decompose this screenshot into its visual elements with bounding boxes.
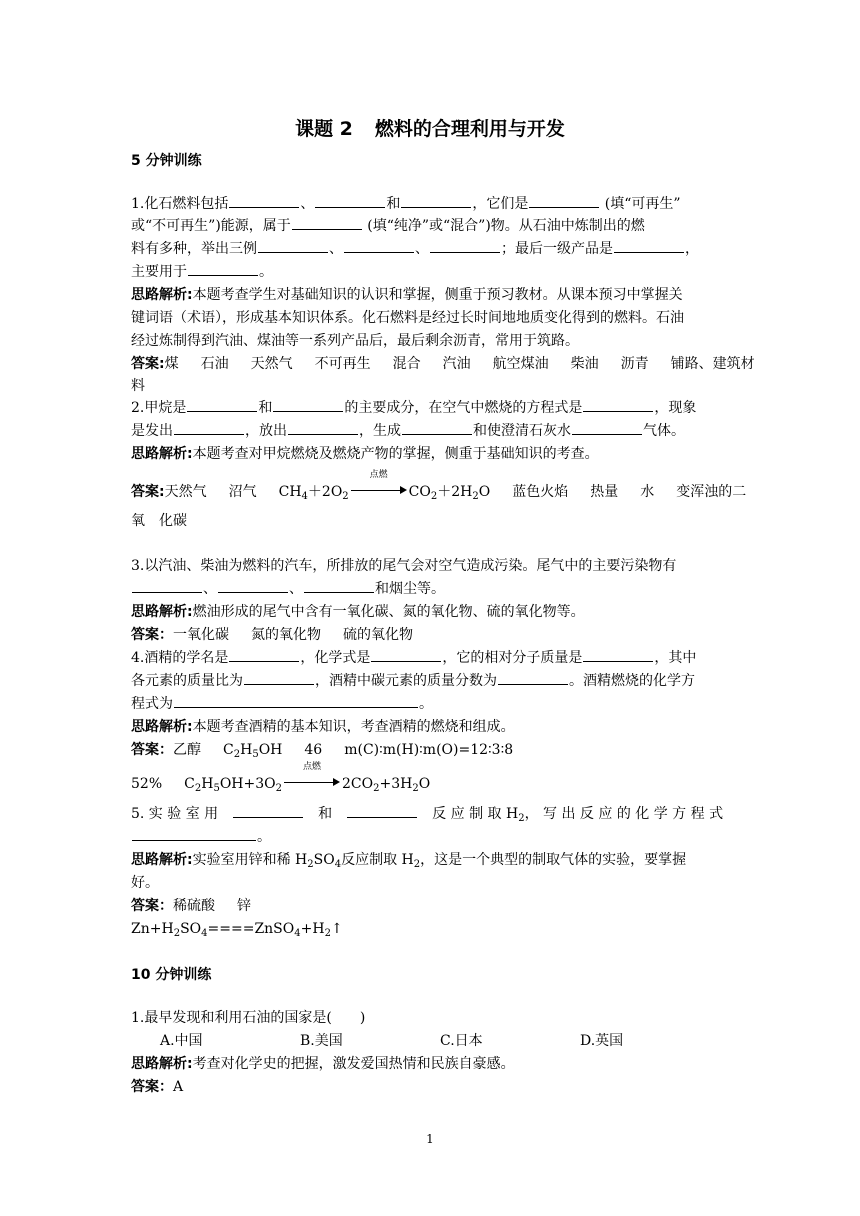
text-span: 热量 [590, 484, 619, 500]
fill-in-blank [188, 261, 258, 276]
text-span: 煤 [164, 356, 179, 372]
text-span: 沼气 [228, 484, 257, 500]
text-span: 考查对化学史的把握，激发爱国热情和民族自豪感。 [192, 1056, 515, 1072]
text-span: 是发出 [131, 423, 173, 439]
text-span: 气体。 [643, 423, 685, 439]
text-span: A [173, 1079, 184, 1095]
text-span: 。 [257, 829, 271, 845]
text-span: 思路解析: [131, 852, 193, 868]
text-span: +3H [379, 776, 413, 792]
text-span: 思路解析: [131, 287, 193, 303]
text-span: 各元素的质量比为 [131, 673, 243, 689]
text-span: 5 [252, 749, 259, 760]
q6-answer [131, 1076, 731, 1098]
text-span: 4 [294, 928, 301, 939]
fill-in-blank [244, 670, 314, 685]
text-span: 2 [275, 783, 282, 794]
text-span: 2 [194, 783, 202, 794]
fill-in-blank [218, 578, 288, 593]
q1-line-4 [131, 261, 731, 283]
q1-line-1 [131, 193, 731, 215]
q4-answer [131, 739, 731, 761]
text-span: OH [258, 742, 283, 758]
text-span: SO [313, 852, 335, 868]
fill-in-blank [187, 397, 257, 412]
q4-line-2 [131, 670, 731, 692]
spacer [351, 490, 401, 491]
fill-in-blank [132, 826, 256, 841]
text-span: 程式为 [131, 696, 173, 712]
fill-in-blank [344, 238, 414, 253]
text-span: 燃油形成的尾气中含有一氧化碳、氮的氧化物、硫的氧化物等。 [192, 604, 585, 620]
q6-options [160, 1030, 760, 1052]
q1-answer [131, 353, 755, 375]
text-span: 和 [386, 196, 401, 212]
text-span: 汽油 [442, 356, 471, 372]
text-span: Zn+H [131, 921, 174, 937]
text-span: ，这是一个典型的制取气体的实验，要掌握 [420, 852, 687, 868]
text-span: 。酒精燃烧的化学方 [569, 673, 695, 689]
q1-line-3 [131, 238, 731, 260]
text-span: 铺路、建筑材 [670, 356, 755, 372]
fill-in-blank [292, 215, 362, 230]
q5-equation [131, 918, 731, 940]
text-span: 答案: [131, 356, 165, 372]
q1-analysis-2: 键词语（术语），形成基本知识体系。化石燃料是经过长时间地地质变化得到的燃料。石油 [131, 310, 684, 326]
text-span: 乙醇 [173, 742, 201, 758]
text-span: 稀硫酸 [173, 898, 215, 914]
text-span: ＋2O [307, 484, 343, 500]
text-span: H [240, 742, 253, 758]
text-span: 本题考查对甲烷燃烧及燃烧产物的掌握，侧重于基础知识的考查。 [192, 446, 599, 462]
text-span: 点燃 [302, 762, 321, 772]
q1-analysis-3: 经过炼制得到汽油、煤油等一系列产品后，最后剩余沥青，常用于筑路。 [131, 333, 579, 349]
text-span: 点燃 [369, 470, 388, 480]
text-span: 思路解析: [131, 719, 193, 735]
text-span: 2.甲烷是 [131, 400, 187, 416]
title-sub: 燃料的合理利用与开发 [374, 118, 565, 140]
text-span: 混合 [392, 356, 421, 372]
text-span: 或“不可再生”)能源，属于 [131, 218, 291, 234]
text-span: 5. 实 验 室 用 [131, 806, 219, 822]
text-span: 柴油 [570, 356, 599, 372]
text-span: 思路解析: [131, 1056, 193, 1072]
text-span: m(C)∶m(H)∶m(O)=12∶3∶8 [344, 742, 514, 758]
fill-in-blank [498, 670, 568, 685]
text-span: 反 应 制 取 H [432, 806, 519, 822]
fill-in-blank [371, 647, 441, 662]
q3-line-2 [131, 578, 731, 600]
fill-in-blank [174, 693, 418, 708]
text-span: 。 [419, 696, 433, 712]
q2-line-1 [131, 397, 731, 419]
q2-analysis [131, 443, 731, 465]
text-span: ，放出 [245, 423, 287, 439]
text-span: 一氧化碳 [173, 627, 229, 643]
text-span: 2 [233, 749, 241, 760]
q5-analysis [131, 849, 731, 871]
fill-in-blank [233, 803, 303, 818]
text-span: +H [300, 921, 325, 937]
text-span: 主要用于 [131, 264, 187, 280]
q4-analysis [131, 716, 731, 738]
text-span: (填“纯净”或“混合”)物。从石油中炼制出的燃 [362, 218, 645, 234]
text-span: 2 [342, 491, 349, 502]
text-span: 的主要成分，在空气中燃烧的方程式是 [344, 400, 583, 416]
fill-in-blank [347, 803, 417, 818]
option-a: A.中国 [160, 1033, 203, 1049]
q2-answer-cont: 氧 化碳 [131, 513, 187, 529]
text-span: ，现象 [654, 400, 697, 416]
fill-in-blank [229, 193, 299, 208]
text-span: 2 [173, 928, 181, 939]
fill-in-blank [529, 193, 599, 208]
text-span: 本题考查酒精的基本知识，考查酒精的燃烧和组成。 [192, 719, 515, 735]
text-span: H [201, 776, 214, 792]
q4-line-3 [131, 693, 731, 715]
text-span: 思路解析: [131, 446, 193, 462]
title-main: 课题 2 [295, 118, 353, 140]
text-span: 2CO [342, 776, 374, 792]
text-span: ，生成 [359, 423, 401, 439]
text-span: 、 [300, 196, 315, 212]
text-span: 水 [640, 484, 655, 500]
text-span: ====ZnSO [207, 921, 295, 937]
text-span: ， [685, 241, 699, 257]
text-span: 5 [213, 783, 220, 794]
text-span: 52% [131, 776, 163, 792]
text-span: 和使澄清石灰水 [473, 423, 571, 439]
text-span: 2 [412, 783, 419, 794]
text-span: ，它的相对分子质量是 [442, 650, 583, 666]
text-span: 反应制取 H [341, 852, 414, 868]
text-span: C [184, 776, 195, 792]
text-span: 料有多种，举出三例 [131, 241, 257, 257]
text-span: ↑ [330, 921, 343, 937]
text-span: 、 [289, 581, 303, 597]
option-d: D.英国 [580, 1033, 624, 1049]
fill-in-blank [258, 238, 328, 253]
q6-analysis [131, 1053, 731, 1075]
text-span: O [478, 484, 491, 500]
text-span: ， 写 出 反 应 的 化 学 方 程 式 [524, 806, 724, 822]
option-b: B.美国 [300, 1033, 343, 1049]
text-span: ，其中 [654, 650, 697, 666]
text-span: O [418, 776, 431, 792]
text-span: 和 [258, 400, 273, 416]
text-span: 2 [324, 928, 331, 939]
fill-in-blank [315, 193, 385, 208]
text-span: ，它们是 [472, 196, 529, 212]
text-span: 1.化石燃料包括 [131, 196, 229, 212]
text-span: 2 [518, 813, 525, 824]
q5-line-2 [131, 826, 731, 848]
text-span: 。 [259, 264, 273, 280]
text-span: ，酒精中碳元素的质量分数为 [315, 673, 497, 689]
text-span: 航空煤油 [492, 356, 549, 372]
option-c: C.日本 [440, 1033, 483, 1049]
q2-answer [131, 470, 747, 503]
fill-in-blank [132, 578, 202, 593]
fill-in-blank [288, 420, 358, 435]
text-span: 天然气 [250, 356, 293, 372]
text-span: 4 [201, 928, 208, 939]
reaction-arrow [284, 762, 340, 788]
text-span: 2 [373, 783, 380, 794]
fill-in-blank [583, 397, 653, 412]
q3-answer [131, 624, 731, 646]
text-span: 答案： [131, 627, 173, 643]
text-span: 、 [203, 581, 217, 597]
fill-in-blank [273, 397, 343, 412]
spacer [400, 486, 407, 494]
q4-line-1 [131, 647, 731, 669]
text-span: 天然气 [164, 484, 207, 500]
spacer [333, 778, 340, 786]
text-span: 2 [472, 491, 479, 502]
text-span: SO [180, 921, 202, 937]
text-span: 答案： [131, 742, 173, 758]
text-span: 蓝色火焰 [512, 484, 569, 500]
text-span: ，化学式是 [300, 650, 371, 666]
page-number: 1 [426, 1132, 434, 1146]
fill-in-blank [229, 647, 299, 662]
text-span: OH+3O [219, 776, 276, 792]
text-span: 石油 [200, 356, 229, 372]
reaction-arrow [351, 470, 407, 496]
section-heading-5min: 5 分钟训练 [131, 153, 202, 169]
text-span: 沥青 [620, 356, 649, 372]
text-span: 46 [304, 742, 323, 758]
text-span: 、 [329, 241, 343, 257]
text-span: ＋2H [437, 484, 473, 500]
text-span: 、 [415, 241, 429, 257]
text-span: 答案: [131, 484, 165, 500]
q1-answer-cont: 料 [131, 378, 145, 394]
q5-analysis-cont: 好。 [131, 875, 159, 891]
text-span: 思路解析: [131, 604, 193, 620]
fill-in-blank [402, 420, 472, 435]
text-span: CO [408, 484, 431, 500]
text-span: (填“可再生” [600, 196, 681, 212]
text-span: 2 [430, 491, 438, 502]
fill-in-blank [572, 420, 642, 435]
q1-analysis-1 [131, 284, 731, 306]
text-span: ；最后一级产品是 [501, 241, 613, 257]
text-span: 本题考查学生对基础知识的认识和掌握，侧重于预习教材。从课本预习中掌握关 [192, 287, 683, 303]
text-span: C [223, 742, 234, 758]
q1-line-2 [131, 215, 731, 237]
fill-in-blank [614, 238, 684, 253]
fill-in-blank [583, 647, 653, 662]
q3-line-1: 3.以汽油、柴油为燃料的汽车，所排放的尾气会对空气造成污染。尾气中的主要污染物有 [131, 558, 677, 574]
text-span: 硫的氧化物 [343, 627, 413, 643]
text-span: 和 [318, 806, 333, 822]
page-title [0, 114, 860, 141]
q6-stem: 1.最早发现和利用石油的国家是( ) [131, 1010, 366, 1026]
text-span: 实验室用锌和稀 H [192, 852, 308, 868]
q5-answer [131, 895, 731, 917]
text-span: 2 [307, 859, 314, 870]
fill-in-blank [174, 420, 244, 435]
fill-in-blank [401, 193, 471, 208]
q4-answer-equation [131, 762, 731, 795]
text-span: 变浑浊的二 [676, 484, 747, 500]
text-span: 锌 [237, 898, 251, 914]
fill-in-blank [304, 578, 374, 593]
text-span: 和烟尘等。 [375, 581, 445, 597]
text-span: 氮的氧化物 [251, 627, 321, 643]
text-span: 答案： [131, 898, 173, 914]
fill-in-blank [430, 238, 500, 253]
spacer [284, 782, 334, 783]
q3-analysis [131, 601, 731, 623]
q2-line-2 [131, 420, 731, 442]
text-span: 2 [413, 859, 421, 870]
text-span: 不可再生 [314, 356, 371, 372]
section-heading-10min: 10 分钟训练 [131, 967, 212, 983]
text-span: 4 [301, 491, 308, 502]
text-span: CH [278, 484, 302, 500]
q5-line-1 [131, 803, 731, 825]
text-span: 答案： [131, 1079, 173, 1095]
text-span: 4 [334, 859, 342, 870]
text-span: 4.酒精的学名是 [131, 650, 229, 666]
